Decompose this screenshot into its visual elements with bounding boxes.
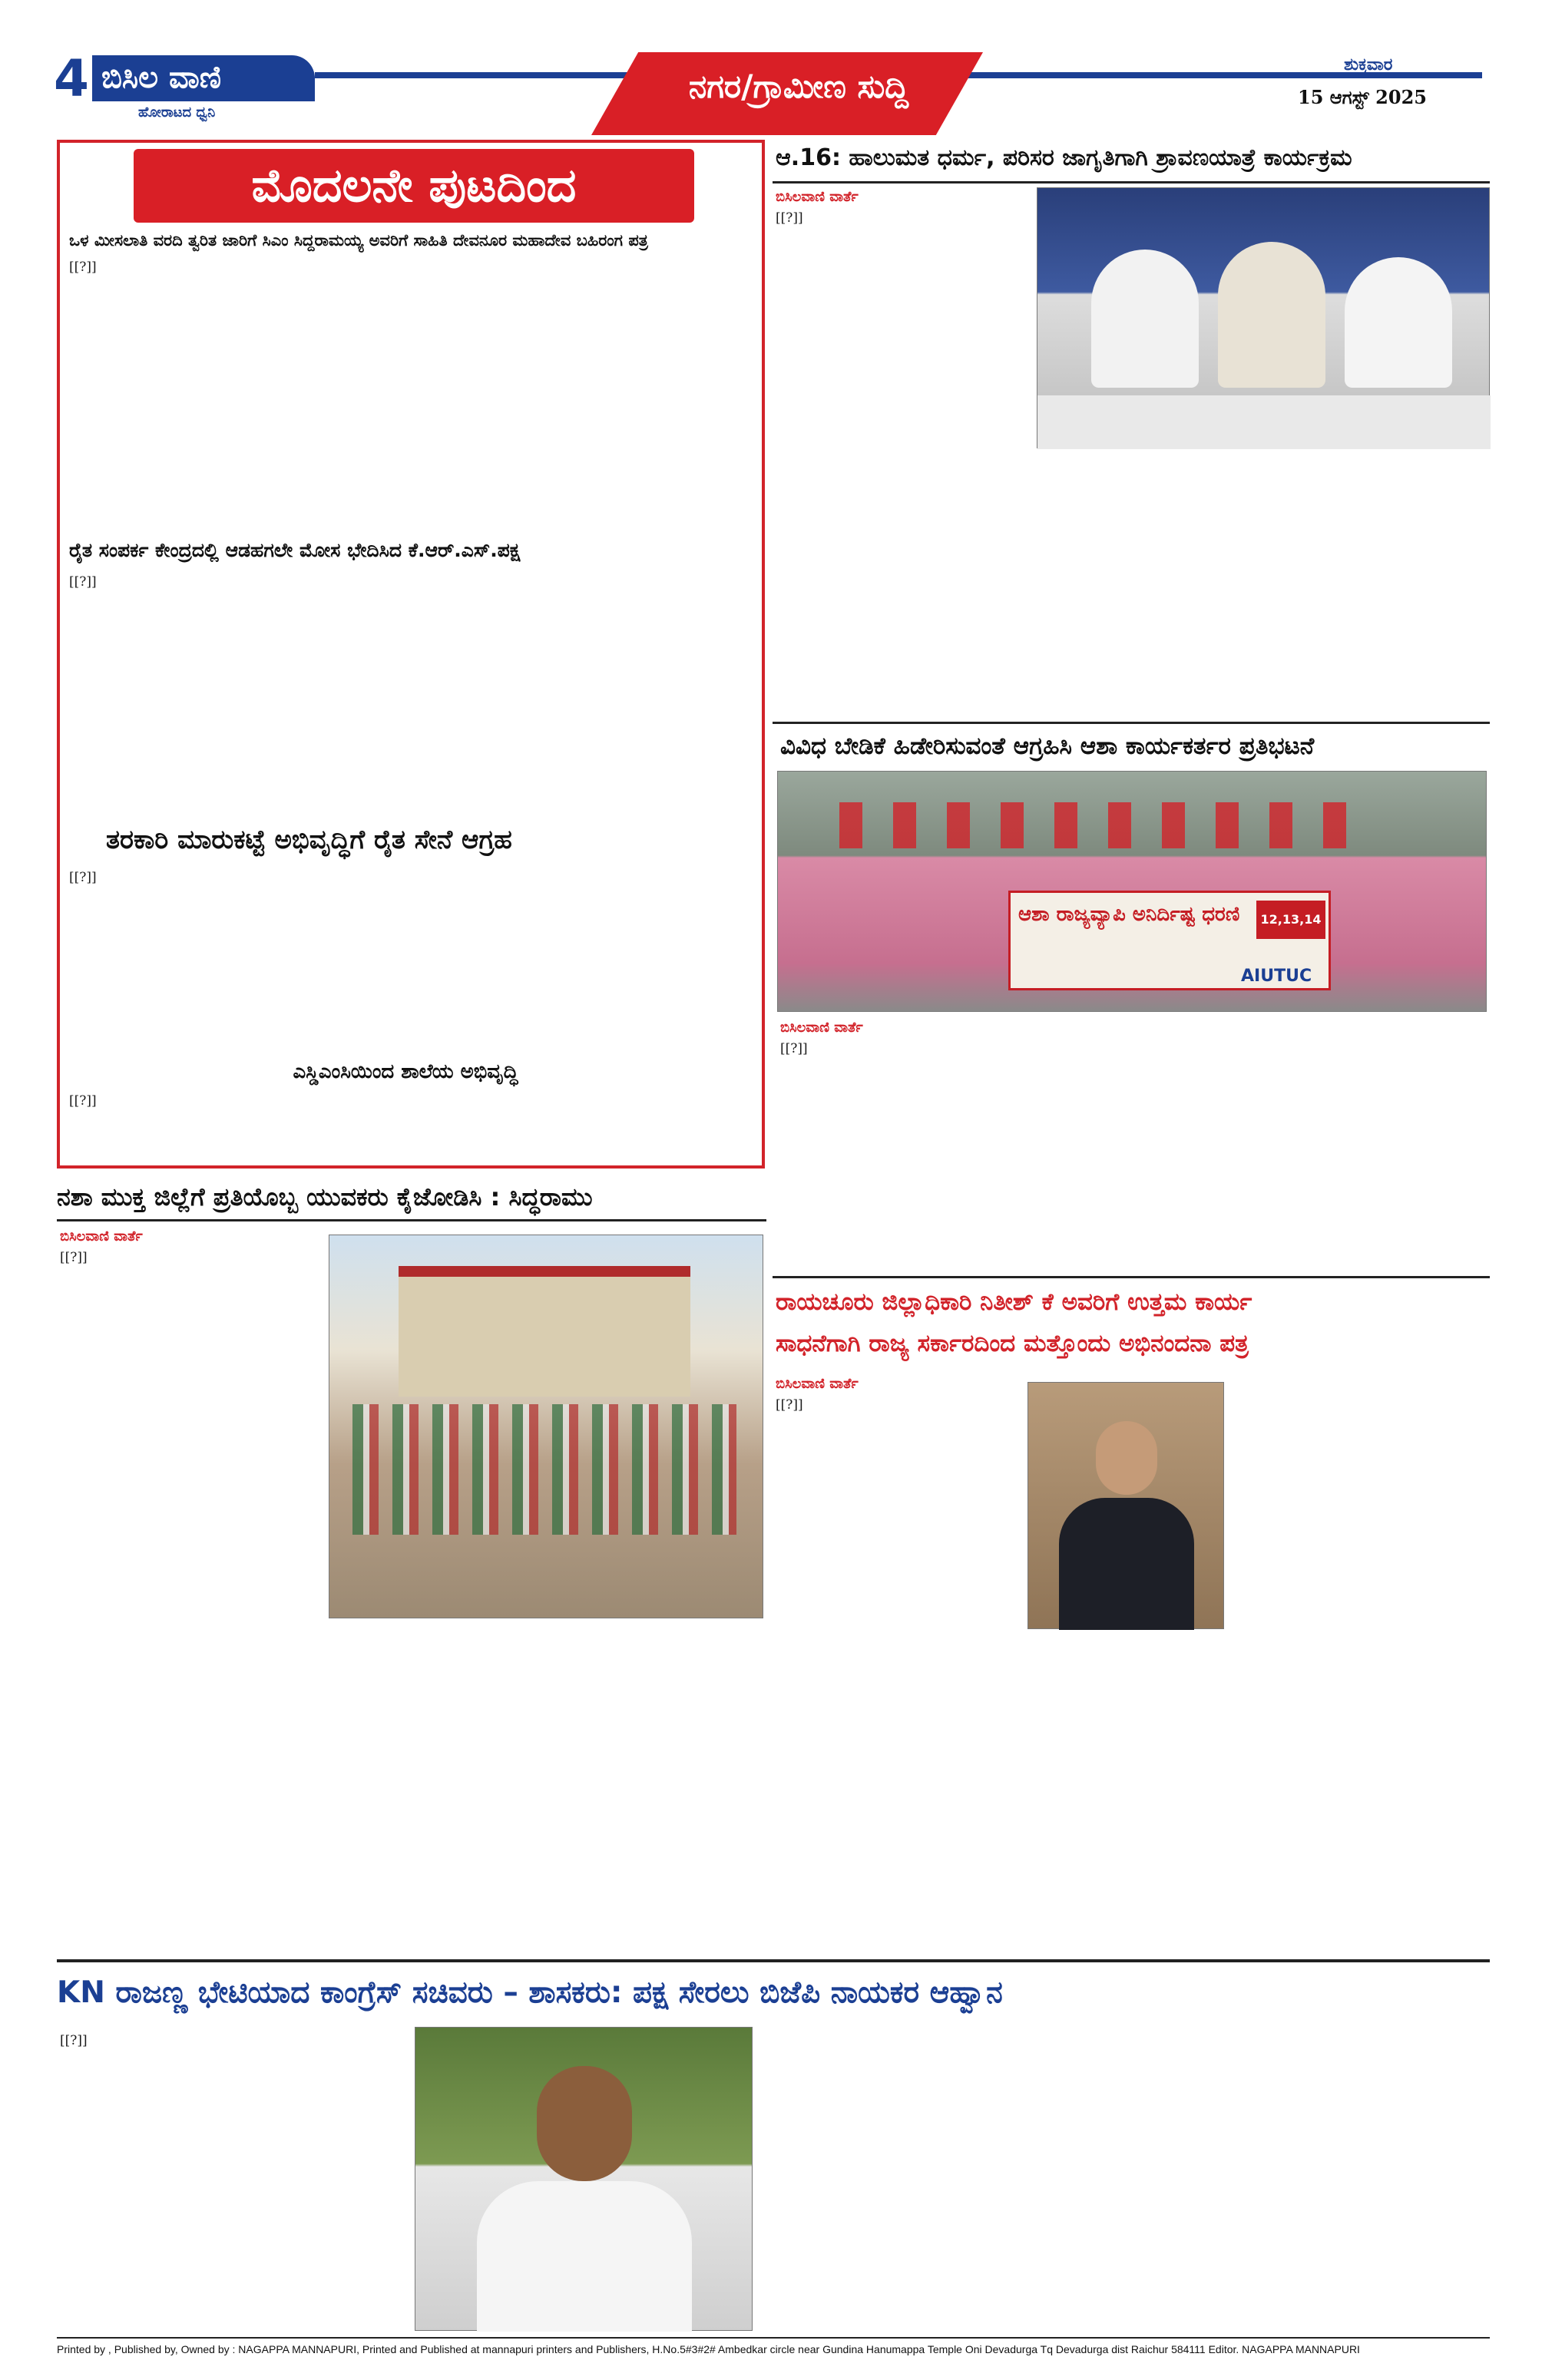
protest-banner [1008,891,1331,990]
story-body: [[?]] [69,1093,97,1109]
continuation-banner-text: ಮೊದಲನೇ ಪುಟದಿಂದ [251,159,577,213]
issue-day: ಶುಕ್ರವಾರ [1344,55,1393,74]
students-group [352,1404,736,1535]
continuation-banner [134,149,694,223]
protest-banner-tag: AIUTUC [1241,967,1312,986]
dc-portrait-face [1096,1421,1157,1495]
story-body: [[?]] [69,259,97,275]
rajanna-body-column-1: [[?]] [60,2033,88,2048]
byline: ಬಿಸಿಲವಾಣಿ ವಾರ್ತೆ [60,1228,143,1245]
shravana-title: ಆ.16: ಹಾಲುಮತ ಧರ್ಮ, ಪರಿಸರ ಜಾಗೃತಿಗಾಗಿ ಶ್ರಾವಣಯಾತ್ರೆ ಕಾರ್ಯಕ್ರಮ [776,144,1352,171]
rajanna-face [537,2066,632,2181]
divider [57,1219,766,1221]
protest-flags [839,802,1362,848]
table [1037,395,1491,449]
divider [773,722,1490,724]
dc-title-line1: ರಾಯಚೂರು ಜಿಲ್ಲಾಧಿಕಾರಿ ನಿತೀಶ್ ಕೆ ಅವರಿಗೆ ಉತ್ತಮ ಕಾರ್ಯ [776,1288,1252,1316]
page-number: 4 [54,49,89,108]
paper-logo [92,55,315,101]
story-title: ಒಳ ಮೀಸಲಾತಿ ವರದಿ ತ್ವರಿತ ಜಾರಿಗೆ ಸಿಎಂ ಸಿದ್ದರಾಮಯ್ಯ ಅವರಿಗೆ ಸಾಹಿತಿ ದೇವನೂರ ಮಹಾದೇವ ಬಹಿರಂಗ ಪತ್ರ [69,231,648,250]
school-building [399,1266,690,1397]
nasha-title: ನಶಾ ಮುಕ್ತ ಜಿಲ್ಲೆಗೆ ಪ್ರತಿಯೊಬ್ಬ ಯುವಕರು ಕೈಜೋಡಿಸಿ : ಸಿದ್ಧರಾಮು [57,1182,593,1211]
nasha-body-column-3 [547,1626,765,1955]
rajanna-shirt [477,2181,692,2332]
story-title: ರೈತ ಸಂಪರ್ಕ ಕೇಂದ್ರದಲ್ಲಿ ಆಡಹಗಲೇ ಮೋಸ ಭೇದಿಸಿದ ಕೆ.ಆರ್.ಎಸ್.ಪಕ್ಷ [69,539,521,561]
dc-body-column-1-continued [776,1655,1227,1955]
story-title: ಎಸ್ಡಿಎಂಸಿಯಿಂದ ಶಾಲೆಯ ಅಭಿವೃದ್ಧಿ [293,1060,518,1083]
asha-protest-photo [777,771,1487,1012]
shravana-body-column-2 [1037,456,1490,717]
story-body: [[?]] [69,870,97,885]
dc-portrait-suit [1059,1498,1194,1630]
school-assembly-photo [329,1235,763,1618]
divider [773,1276,1490,1278]
press-meet-photo [1037,187,1490,448]
paper-name: ಬಿಸಿಲ ವಾಣಿ [101,60,222,95]
front-continuation-box [57,140,765,1169]
shravana-body-column-1: [[?]] [776,210,803,226]
protest-banner-text: ಆಶಾ ರಾಜ್ಯವ್ಯಾಪಿ ಅನಿರ್ದಿಷ್ಟ ಧರಣಿ [1018,903,1240,926]
divider [57,2337,1490,2339]
rajanna-body-column-2 [763,2031,1109,2331]
asha-title: ವಿವಿಧ ಬೇಡಿಕೆ ಹಿಡೇರಿಸುವಂತೆ ಆಗ್ರಹಿಸಿ ಆಶಾ ಕಾರ್ಯಕರ್ತರ ಪ್ರತಿಭಟನೆ [780,732,1315,760]
rajanna-photo [415,2027,753,2331]
divider [773,181,1490,183]
rajanna-title: KN ರಾಜಣ್ಣ ಭೇಟಿಯಾದ ಕಾಂಗ್ರೆಸ್ ಸಚಿವರು – ಶಾಸಕರು: ಪಕ್ಷ ಸೇರಲು ಬಿಜೆಪಿ ನಾಯಕರ ಆಹ್ವಾನ [57,1975,1003,2010]
dc-body-column-1: [[?]] [776,1397,803,1413]
nasha-body-column-2 [329,1626,536,1955]
asha-body-column-1: [[?]] [780,1041,808,1056]
divider [57,1959,1490,1962]
section-title: ನಗರ/ಗ್ರಾಮೀಣ ಸುದ್ದಿ [688,68,909,105]
press-meet-figure [1345,257,1452,388]
dc-portrait-photo [1027,1382,1224,1629]
rajanna-body-column-3 [1120,2031,1487,2331]
dc-title-line2: ಸಾಧನೆಗಾಗಿ ರಾಜ್ಯ ಸರ್ಕಾರದಿಂದ ಮತ್ತೊಂದು ಅಭಿನಂದನಾ ಪತ್ರ [776,1330,1249,1357]
nasha-body-column-1: [[?]] [60,1250,88,1265]
asha-body-column-2 [1138,1021,1487,1270]
tagline: ಹೋರಾಟದ ಧ್ವನಿ [138,104,216,121]
dc-body-column-2 [1233,1382,1487,1955]
press-meet-figure [1091,250,1199,388]
story-title: ತರಕಾರಿ ಮಾರುಕಟ್ಟೆ ಅಭಿವೃದ್ಧಿಗೆ ರೈತ ಸೇನೆ ಆಗ್ರಹ [106,825,512,855]
press-meet-figure [1218,242,1325,388]
masthead [54,49,1490,135]
byline: ಬಿಸಿಲವಾಣಿ ವಾರ್ತೆ [776,1376,859,1392]
issue-date: 15 ಆಗಸ್ಟ್ 2025 [1298,86,1427,108]
byline: ಬಿಸಿಲವಾಣಿ ವಾರ್ತೆ [776,189,859,205]
print-imprint: Printed by , Published by, Owned by : NAGAPPA MANNAPURI, Printed and Published at mannapuri printers and Publishers, H.No.5#3#2# Ambedkar circle near Gundina Hanumappa Temple Oni Devadurga Tq Devadurga dist Raichur 584111 Editor. NAGAPPA MANNAPURI [57,2343,1360,2355]
byline: ಬಿಸಿಲವಾಣಿ ವಾರ್ತೆ [780,1020,863,1036]
protest-banner-dates: 12,13,14 [1256,901,1325,939]
story-body: [[?]] [69,574,97,590]
